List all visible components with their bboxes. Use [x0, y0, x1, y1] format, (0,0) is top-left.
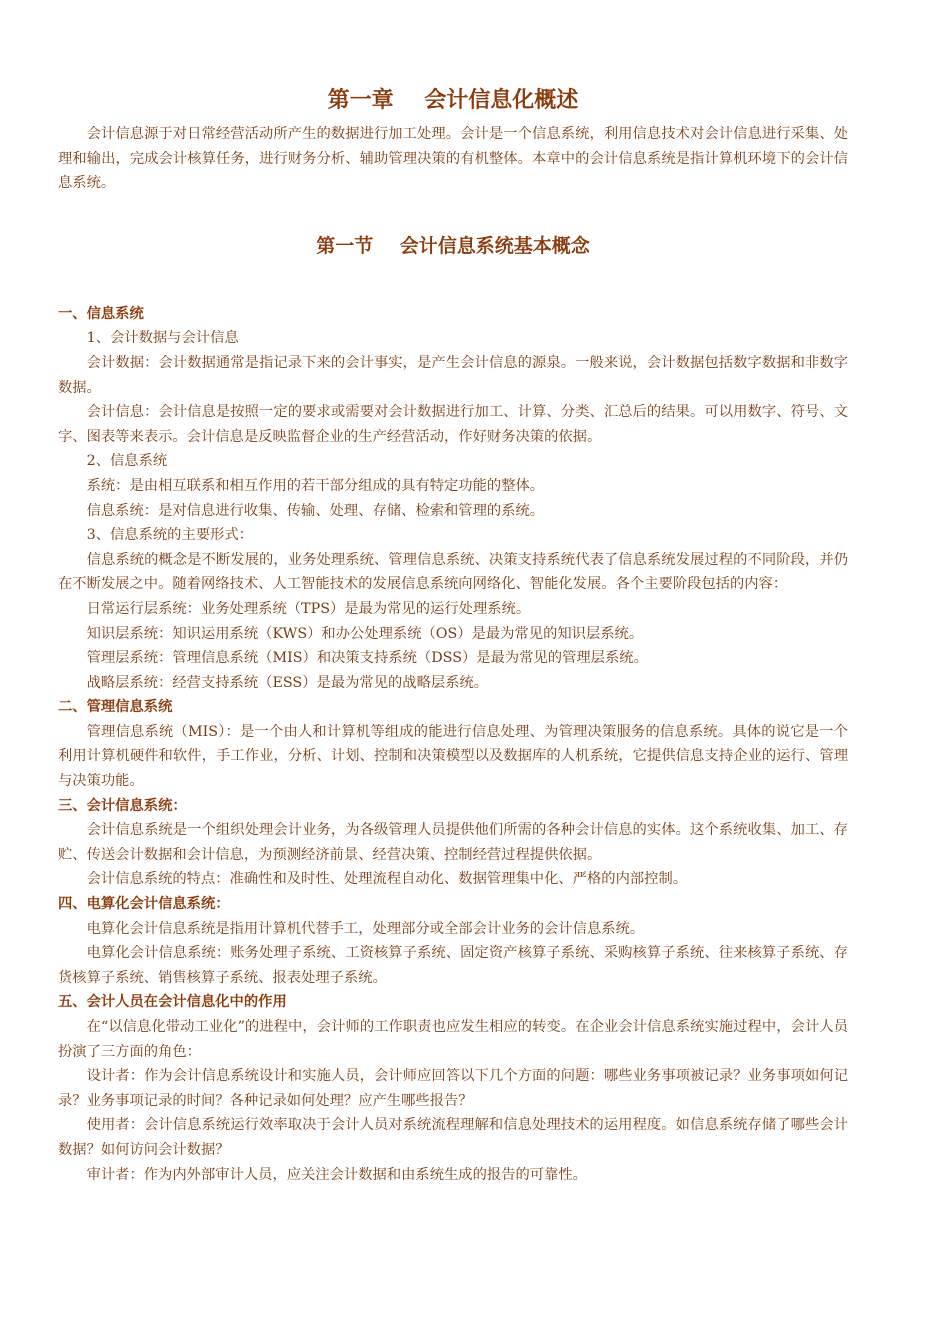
heading-accounting-information-system: 三、会计信息系统： [58, 797, 187, 814]
subheading-system-forms: 3、信息系统的主要形式： [86, 527, 253, 544]
heading-computerized-accounting-system: 四、电算化会计信息系统： [58, 896, 230, 913]
subheading-accounting-data: 1、会计数据与会计信息 [86, 330, 239, 347]
heading-information-system: 一、信息系统 [58, 305, 144, 322]
heading-management-information-system: 二、管理信息系统 [58, 699, 173, 716]
paragraph: 信息系统的概念是不断发展的，业务处理系统、管理信息系统、决策支持系统代表了信息系统发展过程的不同阶段，并仍在不断发展之中。随着网络技术、人工智能技术的发展信息系统向网络化、智能化发展。各个主要阶段包括的内容： [58, 551, 848, 593]
paragraph: 管理层系统：管理信息系统（MIS）和决策支持系统（DSS）是最为常见的管理层系统。 [86, 650, 648, 667]
chapter-title: 第一章 会计信息化概述 [327, 88, 579, 113]
paragraph: 系统：是由相互联系和相互作用的若干部分组成的具有特定功能的整体。 [86, 477, 545, 494]
heading-accountant-roles: 五、会计人员在会计信息化中的作用 [58, 994, 287, 1011]
subheading-information-system: 2、信息系统 [86, 453, 168, 470]
section-title: 第一节 会计信息系统基本概念 [316, 234, 590, 257]
paragraph: 电算化会计信息系统：账务处理子系统、工资核算子系统、固定资产核算子系统、采购核算子系统、往来核算子系统、存货核算子系统、销售核算子系统、报表处理子系统。 [58, 945, 848, 986]
paragraph: 使用者：会计信息系统运行效率取决于会计人员对系统流程理解和信息处理技术的运用程度。如信息系统存储了哪些会计数据？如何访问会计数据？ [58, 1117, 848, 1158]
document-page [58, 86, 848, 1187]
paragraph: 电算化会计信息系统是指用计算机代替手工，处理部分或全部会计业务的会计信息系统。 [86, 920, 645, 937]
paragraph: 知识层系统：知识运用系统（KWS）和办公处理系统（OS）是最为常见的知识层系统。 [86, 625, 644, 642]
paragraph: 会计信息系统的特点：准确性和及时性、处理流程自动化、数据管理集中化、严格的内部控制。 [86, 871, 688, 888]
paragraph: 会计信息系统是一个组织处理会计业务，为各级管理人员提供他们所需的各种会计信息的实体。这个系统收集、加工、存贮、传送会计数据和会计信息，为预测经济前景、经营决策、控制经营过程提供依据。 [58, 822, 848, 863]
paragraph: 会计信息：会计信息是按照一定的要求或需要对会计数据进行加工、计算、分类、汇总后的结果。可以用数字、符号、文字、图表等来表示。会计信息是反映监督企业的生产经营活动，作好财务决策的依据。 [58, 404, 848, 445]
chapter-intro: 会计信息源于对日常经营活动所产生的数据进行加工处理。会计是一个信息系统，利用信息技术对会计信息进行采集、处理和输出，完成会计核算任务，进行财务分析、辅助管理决策的有机整体。本章中的会计信息系统是指计算机环境下的会计信息系统。 [58, 126, 848, 192]
paragraph: 会计数据：会计数据通常是指记录下来的会计事实，是产生会计信息的源泉。一般来说，会计数据包括数字数据和非数字数据。 [58, 354, 848, 396]
paragraph: 管理信息系统（MIS）：是一个由人和计算机等组成的能进行信息处理、为管理决策服务的信息系统。具体的说它是一个利用计算机硬件和软件，手工作业，分析、计划、控制和决策模型以及数据库的人机系统，它提供信息支持企业的运行、管理与决策功能。 [58, 723, 848, 790]
paragraph: 日常运行层系统：业务处理系统（TPS）是最为常见的运行处理系统。 [86, 600, 531, 617]
paragraph: 在“以信息化带动工业化”的进程中，会计师的工作职责也应发生相应的转变。在企业会计信息系统实施过程中，会计人员扮演了三方面的角色： [58, 1019, 848, 1060]
paragraph: 战略层系统：经营支持系统（ESS）是最为常见的战略层系统。 [86, 674, 489, 691]
paragraph: 设计者：作为会计信息系统设计和实施人员，会计师应回答以下几个方面的问题：哪些业务事项被记录？业务事项如何记录？业务事项记录的时间？各种记录如何处理？应产生哪些报告？ [58, 1068, 848, 1109]
paragraph: 信息系统：是对信息进行收集、传输、处理、存储、检索和管理的系统。 [86, 502, 545, 519]
paragraph: 审计者：作为内外部审计人员，应关注会计数据和由系统生成的报告的可靠性。 [86, 1166, 587, 1183]
